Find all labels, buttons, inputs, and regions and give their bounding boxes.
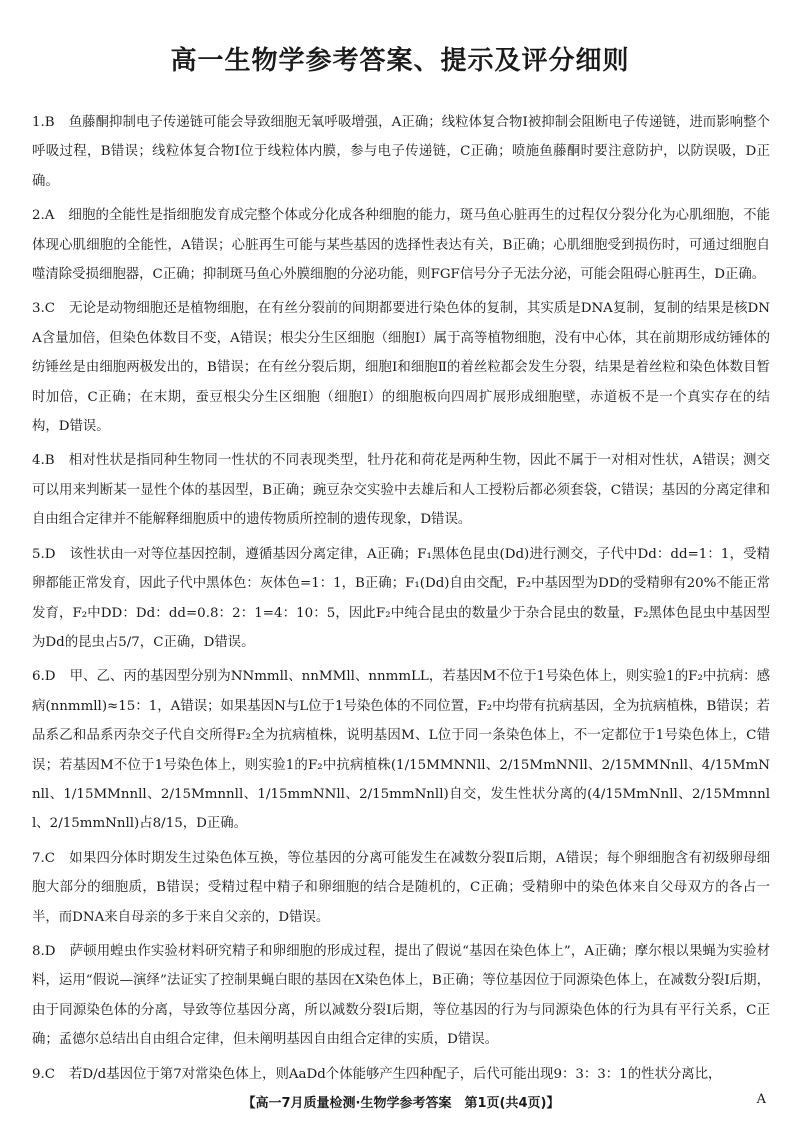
- answer-letter: C: [44, 1066, 56, 1082]
- question-number: 4.: [32, 453, 45, 469]
- question-number: 3.: [32, 301, 45, 317]
- answer-item: [32, 294, 770, 441]
- question-number: 1.: [32, 115, 45, 130]
- answer-item: [32, 1060, 770, 1089]
- answer-item: [32, 937, 770, 1055]
- explanation-text: 该性状由一对等位基因控制，遵循基因分离定律，A正确；F₁黑体色昆虫(Dd)进行测交，子代中Dd：dd=1：1，受精卵都能正常发育，因此子代中黑体色：灰体色=1：1，B正确；F₁(Dd)自由交配，F₂中基因型为DD的受精卵有20%不能正常发育，F₂中DD：Dd：dd=0.8：2：1=4：10：5，因此F₂中纯合昆虫的数量少于杂合昆虫的数量，F₂黑体色昆虫中基因型为Dd的昆虫占5/7，C正确，D错误。: [32, 546, 770, 650]
- answer-letter: C: [44, 301, 56, 317]
- question-number: 9.: [32, 1066, 45, 1082]
- answer-letter: C: [44, 850, 56, 866]
- answer-item: [32, 662, 770, 838]
- question-number: 8.: [32, 943, 45, 959]
- explanation-text: 细胞的全能性是指细胞发育成完整个体或分化成各种细胞的能力，斑马鱼心脏再生的过程仅分裂分化为心肌细胞，不能体现心肌细胞的全能性，A错误；心脏再生可能与某些基因的选择性表达有关，B正确；心肌细胞受到损伤时，可通过细胞自噬清除受损细胞器，C正确；抑制斑马鱼心外膜细胞的分泌功能，则FGF信号分子无法分泌，可能会阻碍心脏再生，D正确。: [32, 208, 770, 283]
- answer-letter: A: [44, 208, 55, 224]
- answer-list: [32, 108, 770, 1094]
- explanation-text: 若D/d基因位于第7对常染色体上，则AaDd个体能够产生四种配子，后代可能出现9：3：3：1的性状分离比，: [69, 1066, 722, 1082]
- answer-item: [32, 540, 770, 658]
- answer-letter: D: [44, 546, 56, 562]
- question-number: 2.: [32, 208, 45, 224]
- footer-text: 【高一7月质量检测·生物学参考答案 第1页(共4页)】: [242, 1096, 560, 1111]
- explanation-text: 相对性状是指同种生物同一性状的不同表现类型，牡丹花和荷花是两种生物，因此不属于一对相对性状，A错误；测交可以用来判断某一显性个体的基因型，B正确；豌豆杂交实验中去雄后和人工授粉后都必须套袋，C错误；基因的分离定律和自由组合定律并不能解释细胞质中的遗传物质所控制的遗传现象，D错误。: [32, 453, 770, 528]
- answer-letter: D: [44, 669, 56, 685]
- explanation-text: 甲、乙、丙的基因型分别为NNmmll、nnMMll、nnmmLL，若基因M不位于1号染色体上，则实验1的F₂中抗病：感病(nnmmll)≈15：1，A错误；如果基因N与L位于1号染色体的不同位置，F₂中均带有抗病基因，全为抗病植株，B错误；若品系乙和品系丙杂交子代自交所得F₂全为抗病植株，说明基因M、L位于同一条染色体上，不一定都位于1号染色体上，C错误；若基因M不位于1号染色体上，则实验1的F₂中抗病植株(1/15MMNNll、2/15MmNNll、2/15MMNnll、4/15MmNnll、1/15MMnnll、2/15Mmnnll、1/15mmNNll、2/15mmNnll)自交，发生性状分离的(4/15MmNnll、2/15Mmnnll、2/15mmNnll)占8/15，D正确。: [32, 669, 770, 832]
- answer-letter: B: [44, 453, 55, 469]
- explanation-text: 萨顿用蝗虫作实验材料研究精子和卵细胞的形成过程，提出了假说“基因在染色体上”，A正确；摩尔根以果蝇为实验材料，运用“假说—演绎”法证实了控制果蝇白眼的基因在X染色体上，B正确；等位基因位于同源染色体上，在减数分裂Ⅰ后期，由于同源染色体的分离，导致等位基因分离，所以减数分裂Ⅰ后期，等位基因的行为与同源染色体的行为具有平行关系，C正确；孟德尔总结出自由组合定律，但未阐明基因自由组合定律的实质，D错误。: [32, 943, 770, 1048]
- answer-item: [32, 201, 770, 289]
- question-number: 6.: [32, 669, 45, 685]
- answer-item: [32, 844, 770, 932]
- explanation-text: 无论是动物细胞还是植物细胞，在有丝分裂前的间期都要进行染色体的复制，其实质是DNA复制，复制的结果是核DNA含量加倍，但染色体数目不变，A错误；根尖分生区细胞（细胞Ⅰ）属于高等植物细胞，没有中心体，其在前期形成纺锤体的纺锤丝是由细胞两极发出的，B错误；在有丝分裂后期，细胞Ⅰ和细胞Ⅱ的着丝粒都会发生分裂，结果是着丝粒和染色体数目暂时加倍，C正确；在末期，蚕豆根尖分生区细胞（细胞Ⅰ）的细胞板向四周扩展形成细胞壁，赤道板不是一个真实存在的结构，D错误。: [32, 301, 770, 435]
- paper-version: A: [756, 1092, 766, 1107]
- question-number: 5.: [32, 546, 45, 562]
- answer-letter: D: [44, 943, 56, 959]
- answer-letter: B: [44, 115, 55, 130]
- question-number: 7.: [32, 850, 45, 866]
- page-title: 高一生物学参考答案、提示及评分细则: [170, 46, 630, 76]
- answer-item: [32, 108, 770, 196]
- explanation-text: 鱼藤酮抑制电子传递链可能会导致细胞无氧呼吸增强，A正确；线粒体复合物Ⅰ被抑制会阻断电子传递链，进而影响整个呼吸过程，B错误；线粒体复合物Ⅰ位于线粒体内膜，参与电子传递链，C正确；喷施鱼藤酮时要注意防护，以防误吸，D正确。: [32, 115, 770, 189]
- answer-item: [32, 446, 770, 534]
- explanation-text: 如果四分体时期发生过染色体互换，等位基因的分离可能发生在减数分裂Ⅱ后期，A错误；每个卵细胞含有初级卵母细胞大部分的细胞质，B错误；受精过程中精子和卵细胞的结合是随机的，C正确；受精卵中的染色体来自父母双方的各占一半，而DNA来自母亲的多于来自父亲的，D错误。: [32, 850, 770, 925]
